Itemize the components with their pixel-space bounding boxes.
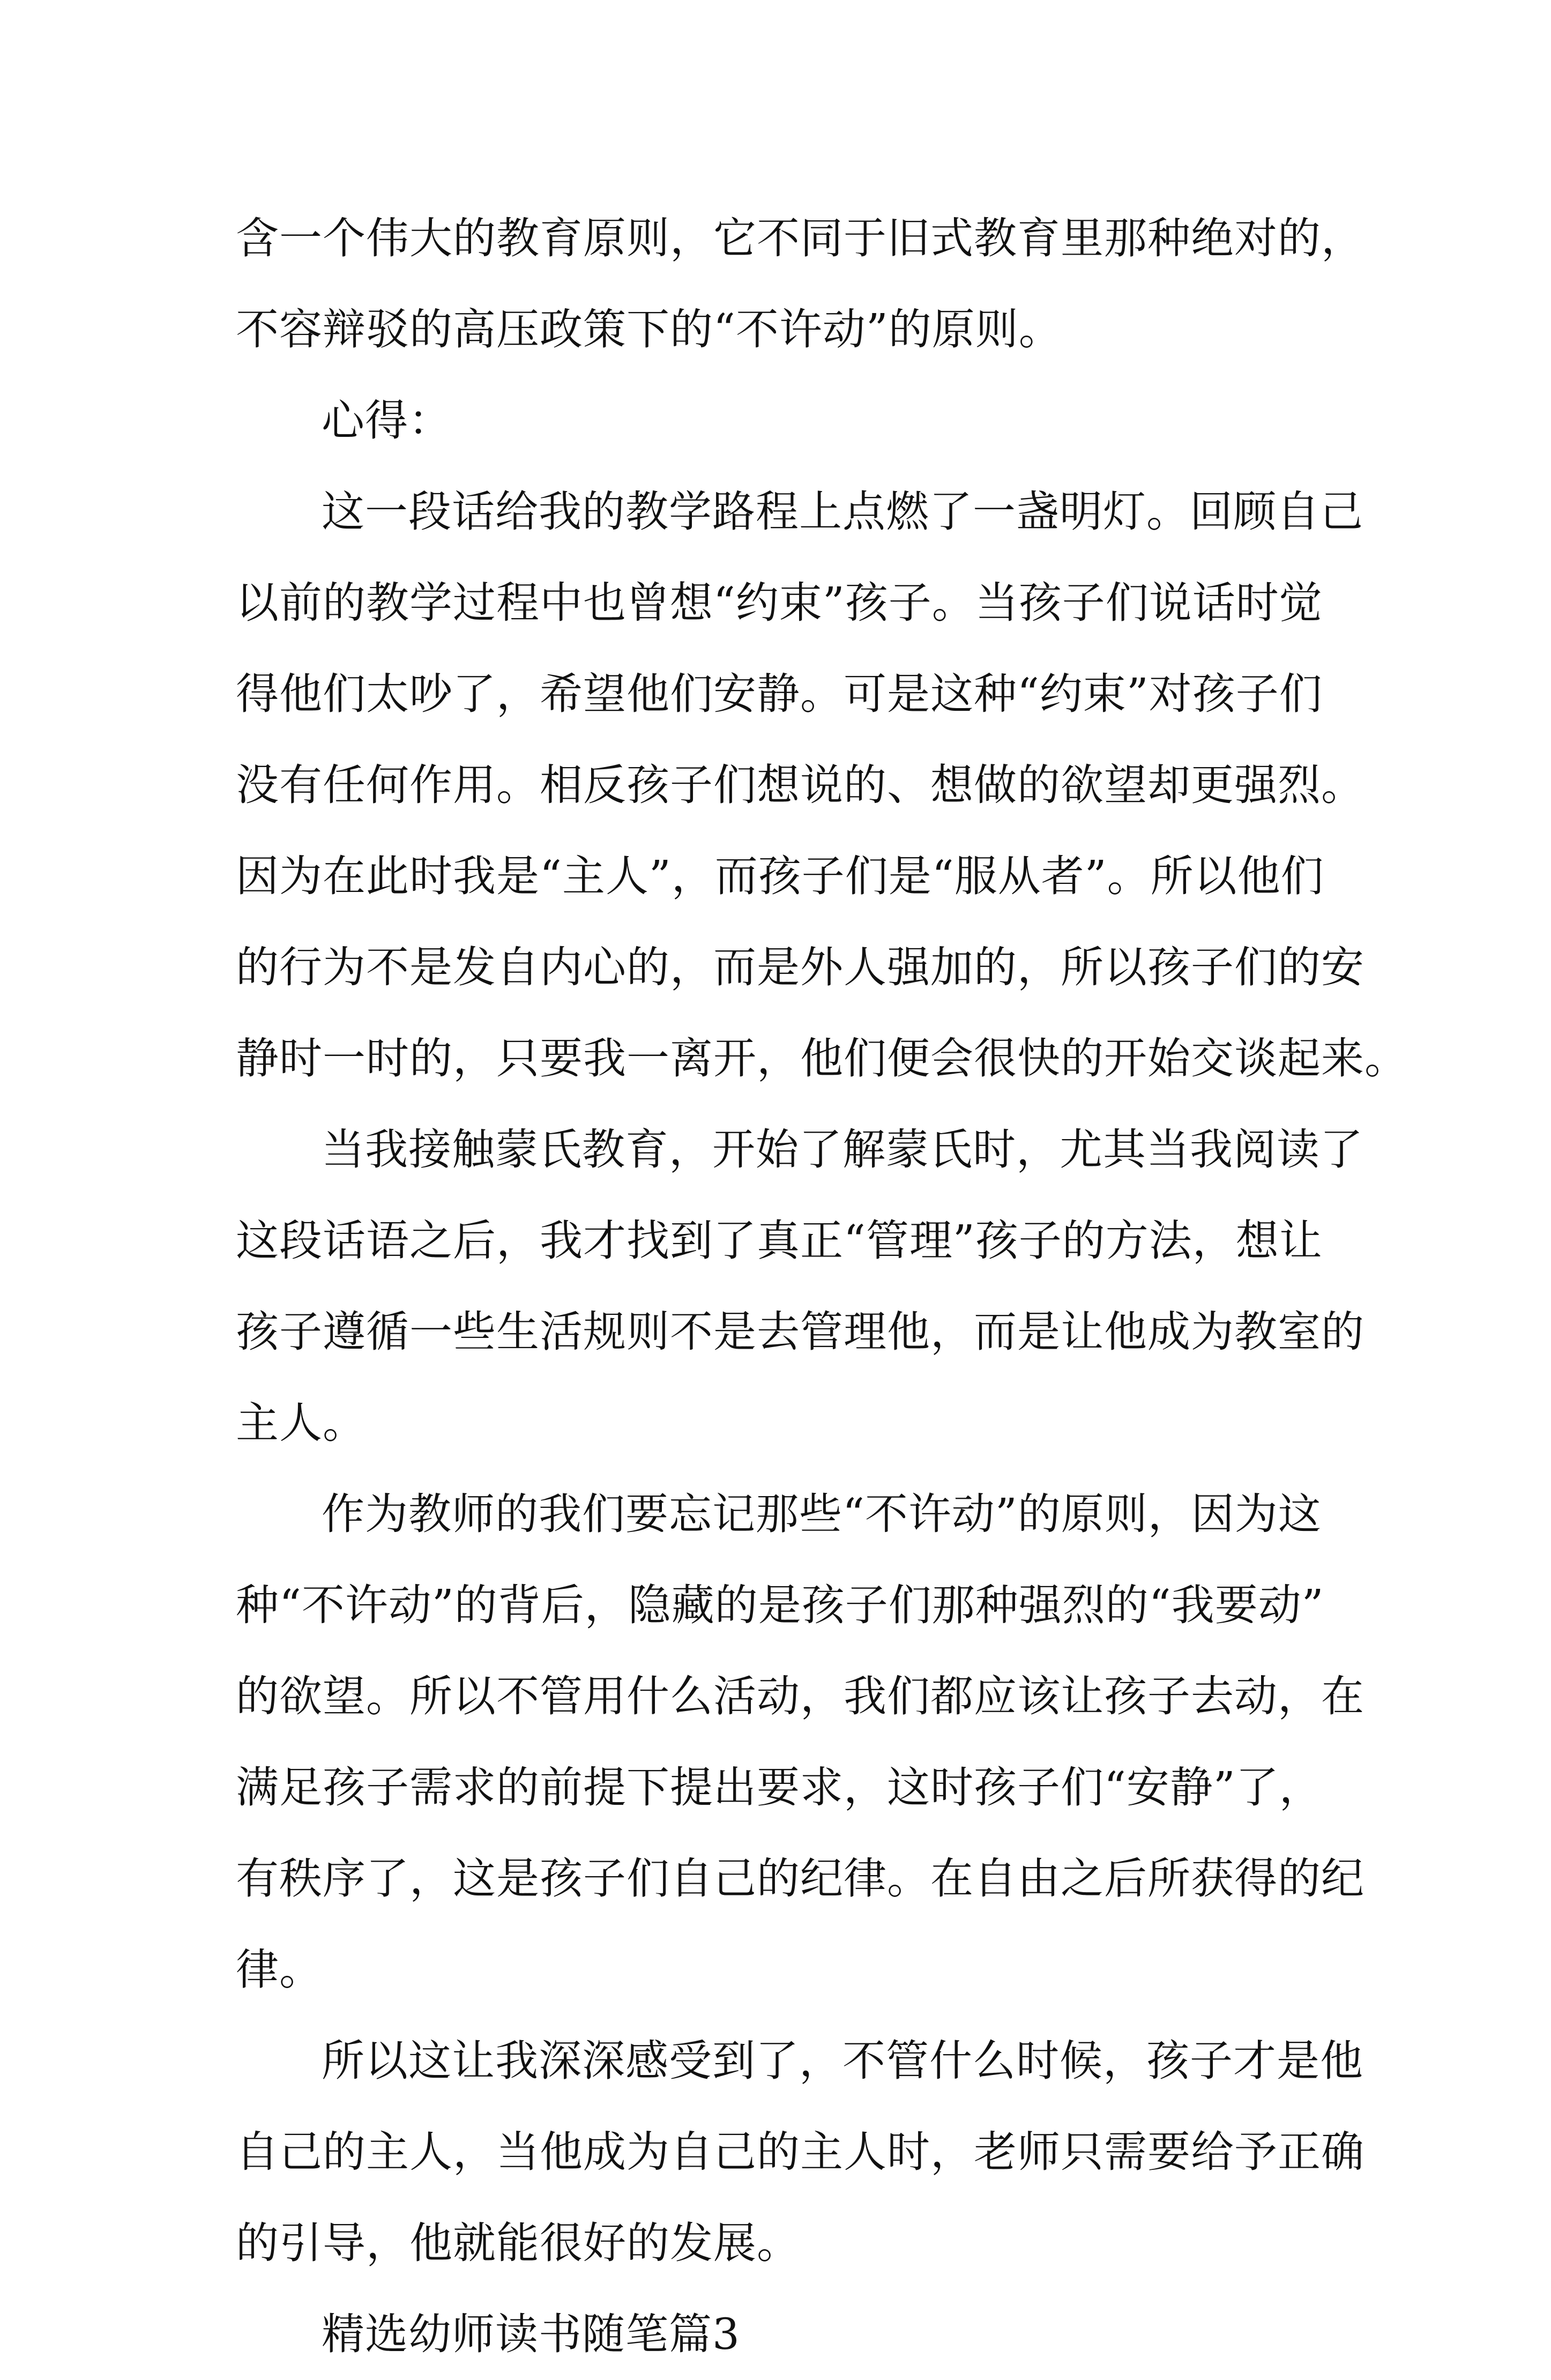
text-line: 律。 [236,1945,323,1995]
text-line: 孩子遵循一些生活规则不是去管理他，而是让他成为教室的 [236,1307,1364,1357]
paragraph-start-line: 当我接触蒙氏教育，开始了解蒙氏时，尤其当我阅读了 [322,1125,1363,1174]
text-line: 含一个伟大的教育原则，它不同于旧式教育里那种绝对的， [236,213,1364,263]
section-title: 精选幼师读书随笔篇3 [322,2309,740,2359]
text-line: 静时一时的，只要我一离开，他们便会很快的开始交谈起来。 [236,1033,1408,1083]
text-line: 自己的主人，当他成为自己的主人时，老师只需要给予正确 [236,2127,1364,2177]
text-line: 的行为不是发自内心的，而是外人强加的，所以孩子们的安 [236,942,1364,992]
text-line: 满足孩子需求的前提下提出要求，这时孩子们“安静”了， [236,1762,1323,1812]
text-line: 以前的教学过程中也曾想“约束”孩子。当孩子们说话时觉 [236,578,1323,628]
text-line: 主人。 [236,1398,366,1448]
text-line: 种“不许动”的背后，隐藏的是孩子们那种强烈的“我要动” [236,1580,1324,1630]
text-line: 有秩序了，这是孩子们自己的纪律。在自由之后所获得的纪 [236,1854,1364,1903]
document-body [236,193,1408,2380]
section-heading: 心得： [322,396,452,445]
text-line: 得他们太吵了，希望他们安静。可是这种“约束”对孩子们 [236,669,1323,719]
text-line: 因为在此时我是“主人”，而孩子们是“服从者”。所以他们 [236,851,1324,901]
text-line: 这段话语之后，我才找到了真正“管理”孩子的方法，想让 [236,1216,1323,1266]
text-line: 不容辩驳的高压政策下的“不许动”的原则。 [236,304,1062,354]
paragraph-start-line: 这一段话给我的教学路程上点燃了一盏明灯。回顾自己 [322,487,1363,537]
paragraph-start-line: 作为教师的我们要忘记那些“不许动”的原则，因为这 [322,1489,1322,1539]
paragraph-start-line: 所以这让我深深感受到了，不管什么时候，孩子才是他 [322,2036,1363,2086]
text-line: 的欲望。所以不管用什么活动，我们都应该让孩子去动，在 [236,1671,1364,1721]
text-line: 的引导，他就能很好的发展。 [236,2218,800,2268]
text-line: 没有任何作用。相反孩子们想说的、想做的欲望却更强烈。 [236,760,1364,810]
